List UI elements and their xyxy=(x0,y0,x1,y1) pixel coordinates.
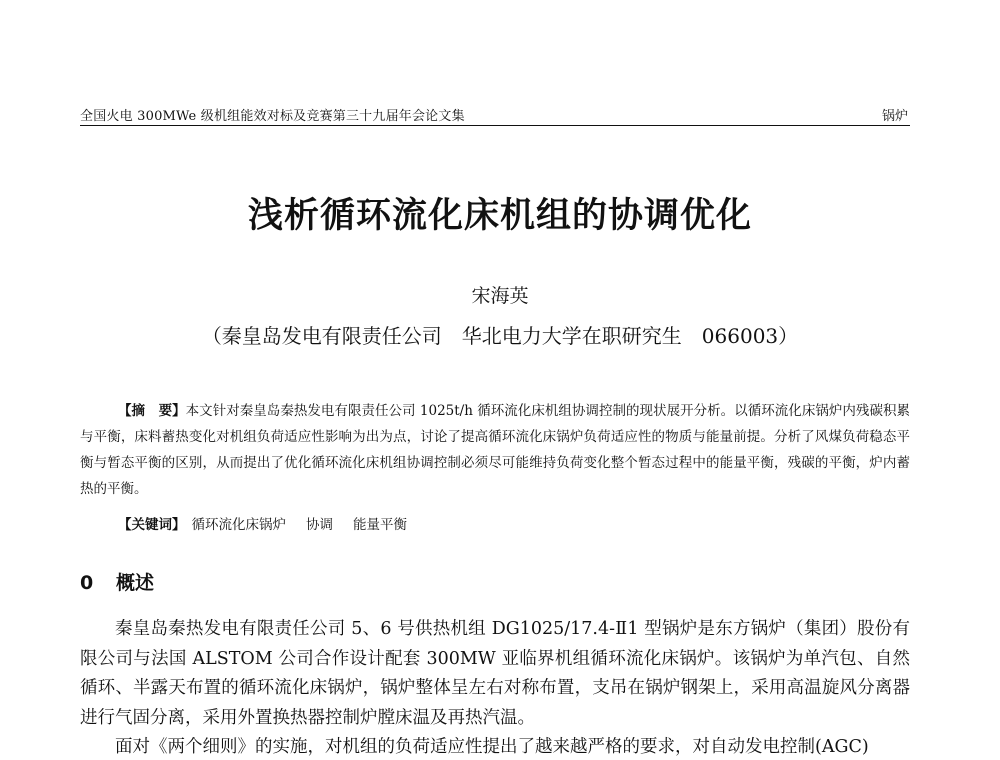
section-title: 概述 xyxy=(116,572,155,594)
running-header xyxy=(80,103,910,126)
paper-author: 宋海英 xyxy=(471,285,529,307)
keywords-label: 【关键词】 xyxy=(118,517,186,533)
header-section-label: 锅炉 xyxy=(881,109,908,124)
body-paragraph: 秦皇岛秦热发电有限责任公司 5、6 号供热机组 DG1025/17.4-Ⅱ1 型锅炉是东方锅炉（集团）股份有限公司与法国 ALSTOM 公司合作设计配套 300MW 亚临界机组循环流化床锅炉。该锅炉为单汽包、自然循环、半露天布置的循环流化床锅炉，锅炉整体呈左右对称布置，支吊在锅炉钢架上，采用高温旋风分离器进行气固分离，采用外置换热器控制炉膛床温及再热汽温。 xyxy=(80,619,910,728)
body-text xyxy=(80,615,910,760)
keyword: 协调 xyxy=(306,517,333,533)
paper-title: 浅析循环流化床机组的协调优化 xyxy=(247,196,752,236)
body-paragraph: 面对《两个细则》的实施，对机组的负荷适应性提出了越来越严格的要求，对自动发电控制(AGC) xyxy=(115,737,869,757)
abstract-text: 本文针对秦皇岛秦热发电有限责任公司 1025t/h 循环流化床机组协调控制的现状展开分析。以循环流化床锅炉内残碳积累与平衡，床料蓄热变化对机组负荷适应性影响为出为点，讨论了提高循环流化床锅炉负荷适应性的物质与能量前提。分析了风煤负荷稳态平衡与暂态平衡的区别，从而提出了优化循环流化床机组协调控制必须尽可能维持负荷变化整个暂态过程中的能量平衡，残碳的平衡，炉内蓄热的平衡。 xyxy=(80,403,911,497)
section-number: 0 xyxy=(80,572,94,594)
keywords-block xyxy=(118,512,908,538)
keyword: 能量平衡 xyxy=(353,517,407,533)
keyword: 循环流化床锅炉 xyxy=(191,517,286,533)
section-heading xyxy=(80,568,154,595)
header-proceedings-title: 全国火电 300MWe 级机组能效对标及竞赛第三十九届年会论文集 xyxy=(80,109,465,124)
paper-affiliation: （秦皇岛发电有限责任公司 华北电力大学在职研究生 066003） xyxy=(201,324,799,348)
abstract-block xyxy=(80,398,910,502)
abstract-label: 【摘 要】 xyxy=(118,403,186,419)
